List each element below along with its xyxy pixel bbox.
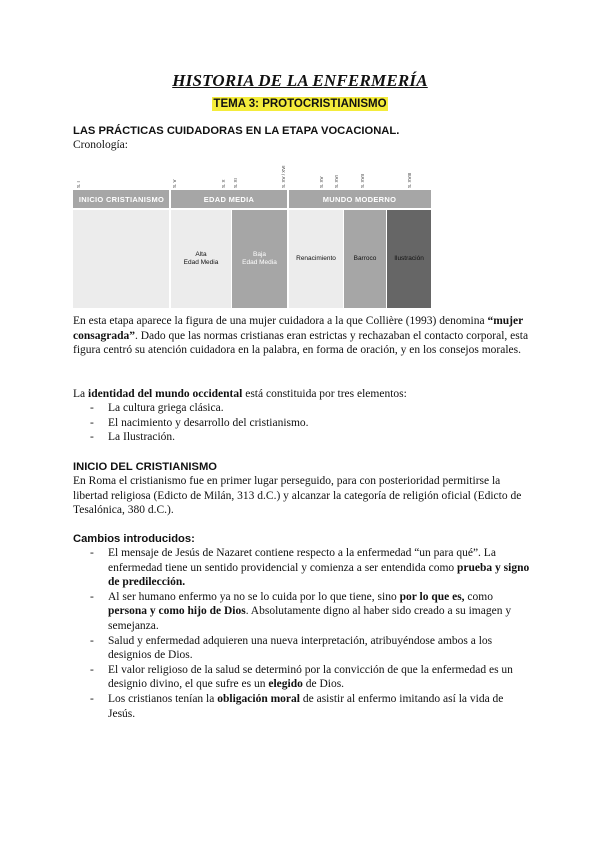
list-item: - Los cristianos tenían la obligación moral de asistir al enfermo imitando así la vida de Jesús.: [90, 692, 504, 720]
list-item: - El valor religioso de la salud se determinó por la convicción de que la enfermedad es un designio divino, el que sufre es un elegido de Dios.: [90, 663, 513, 691]
timeline-cell-ilustracion: [387, 210, 431, 308]
band-divider: [169, 190, 171, 208]
list-item: - El mensaje de Jesús de Nazaret contiene respecto a la enfermedad “un para qué”. La enfermedad tiene un sentido providencial y comienza a ser entendida como prueba y signo de predilección.: [90, 547, 530, 589]
timeline-cell-inicio: [73, 210, 169, 308]
timeline-tick: S. V: [172, 179, 177, 188]
timeline-tick: S. XVI: [334, 175, 339, 188]
list-item: - La cultura griega clásica.: [90, 402, 224, 414]
cronologia-label: Cronología:: [73, 139, 128, 151]
text-run: está constituida por tres elementos:: [242, 388, 407, 400]
timeline-tick: S. X: [221, 179, 226, 188]
document-subtitle: TEMA 3: PROTOCRISTIANISMO: [213, 98, 387, 110]
list-item: - El nacimiento y desarrollo del cristianismo.: [90, 416, 309, 429]
timeline-band-edad-media: EDAD MEDIA: [170, 190, 288, 208]
timeline-cell-renacimiento: [289, 210, 343, 308]
text-run: . Dado que las normas cristianas eran estrictas y rechazaban el contacto corporal, esta figura centró su atención cuidadora en la palabra, en forma de oración, y en los consejos morales.: [73, 329, 529, 356]
text-run-bold: “mujer consagrada”: [73, 315, 524, 342]
paragraph-inicio-cristianismo: En Roma el cristianismo fue en primer lugar perseguido, para con posterioridad permitirse la libertad religiosa (Edicto de Milán, 313 d.C.) y alcanzar la categoría de religión oficial (Edicto de Tesalónica, 380 d.C.).: [73, 475, 522, 516]
timeline-tick: S. XI: [233, 178, 238, 188]
timeline-cell-barroco: [344, 210, 386, 308]
timeline-tick: S. XVIII: [407, 172, 412, 188]
timeline-cell-alta-edad-media: [171, 210, 231, 308]
timeline-cell-baja-edad-media: [232, 210, 287, 308]
timeline-tick: S. I: [76, 181, 81, 188]
timeline-tick: S. XVII: [360, 173, 365, 188]
timeline-tick: S. XV: [319, 176, 324, 188]
list-item: - La Ilustración.: [90, 431, 176, 444]
subtitle-wrap: [0, 92, 600, 111]
list-item: - Al ser humano enfermo ya no se lo cuida por lo que tiene, sino por lo que es, como persona y como hijo de Dios. Absolutamente digno al haber sido creado a su imagen y semejanza.: [90, 590, 512, 632]
timeline-diagram: [73, 160, 431, 308]
text-run: La: [73, 388, 89, 400]
cell-label: Ilustración: [394, 255, 424, 262]
changes-list: [90, 546, 530, 721]
timeline-band-mundo-moderno: MUNDO MODERNO: [288, 190, 431, 208]
cell-label: Renacimiento: [296, 255, 336, 262]
list-item: - Salud y enfermedad adquieren una nueva interpretación, atribuyéndose ambos a los designios de Dios.: [90, 634, 493, 662]
section-heading-cambios: Cambios introducidos:: [73, 533, 195, 545]
document-title: HISTORIA DE LA ENFERMERÍA: [172, 71, 428, 90]
text-run: En esta etapa aparece la figura de una mujer cuidadora a la que Collière (1993) denomina: [73, 315, 485, 327]
timeline-band-inicio: INICIO CRISTIANISMO: [73, 190, 170, 208]
section-heading-practicas: LAS PRÁCTICAS CUIDADORAS EN LA ETAPA VOCACIONAL.: [73, 125, 400, 137]
timeline-ticks: [73, 160, 431, 190]
timeline-tick: S. XV / XVI: [281, 165, 286, 188]
band-divider: [287, 190, 289, 208]
cell-label: Alta: [195, 251, 207, 258]
cell-label: Edad Media: [242, 259, 277, 266]
text-run-bold: identidad del mundo occidental: [88, 388, 243, 400]
cell-label: Edad Media: [183, 259, 219, 266]
cell-label: Barroco: [353, 255, 377, 262]
cell-label: Baja: [252, 251, 266, 258]
identity-list: [90, 401, 530, 445]
section-heading-inicio: INICIO DEL CRISTIANISMO: [73, 461, 217, 473]
paragraph-identidad: [73, 387, 531, 402]
paragraph-mujer-consagrada: [73, 314, 531, 358]
